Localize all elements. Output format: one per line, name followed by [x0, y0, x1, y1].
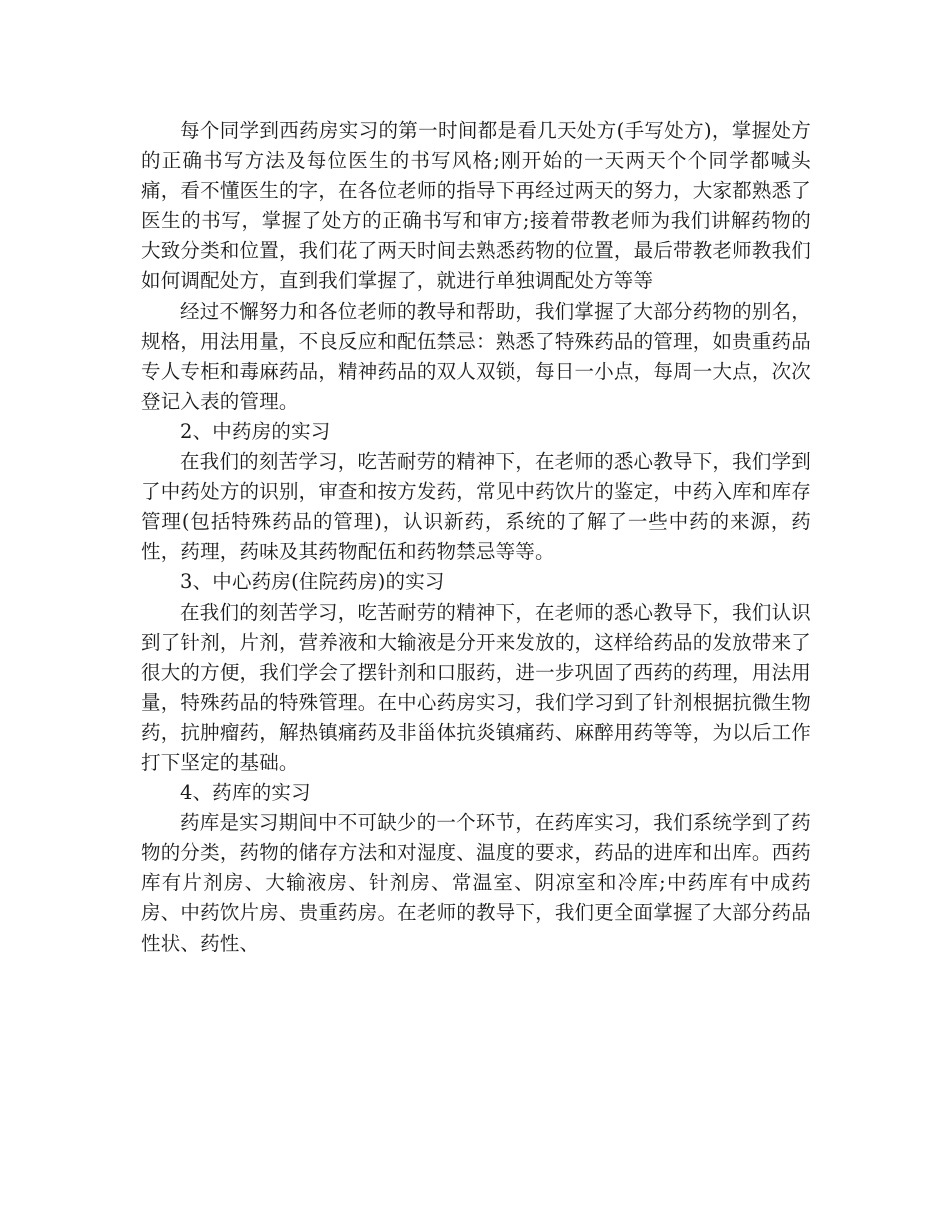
section-heading-central-pharmacy: 3、中心药房(住院药房)的实习: [180, 570, 445, 594]
paragraph-western-pharmacy-management: 经过不懈努力和各位老师的教导和帮助，我们掌握了大部分药物的别名，规格，用法用量，不良反应和配伍禁忌：熟悉了特殊药品的管理，如贵重药品专人专柜和毒麻药品，精神药品的双人双锁，每日一小点，每周一大点，次次登记入表的管理。: [141, 299, 811, 413]
section-heading-drug-warehouse: 4、药库的实习: [180, 781, 311, 805]
paragraph-tcm-pharmacy: 在我们的刻苦学习，吃苦耐劳的精神下，在老师的悉心教导下，我们学到了中药处方的识别，审查和按方发药，常见中药饮片的鉴定，中药入库和库存管理(包括特殊药品的管理)，认识新药，系统的了解了一些中药的来源，药性，药理，药味及其药物配伍和药物禁忌等等。: [141, 450, 811, 564]
section-heading-tcm-pharmacy: 2、中药房的实习: [180, 419, 331, 443]
paragraph-central-pharmacy: 在我们的刻苦学习，吃苦耐劳的精神下，在老师的悉心教导下，我们认识到了针剂，片剂，营养液和大输液是分开来发放的，这样给药品的发放带来了很大的方便，我们学会了摆针剂和口服药，进一步巩固了西药的药理，用法用量，特殊药品的特殊管理。在中心药房实习，我们学习到了针剂根据抗微生物药，抗肿瘤药，解热镇痛药及非甾体抗炎镇痛药、麻醉用药等等，为以后工作打下坚定的基础。: [141, 600, 811, 774]
paragraph-western-pharmacy-prescriptions: 每个同学到西药房实习的第一时间都是看几天处方(手写处方)，掌握处方的正确书写方法及每位医生的书写风格;刚开始的一天两天个个同学都喊头痛，看不懂医生的字，在各位老师的指导下再经过两天的努力，大家都熟悉了医生的书写，掌握了处方的正确书写和审方;接着带教老师为我们讲解药物的大致分类和位置，我们花了两天时间去熟悉药物的位置，最后带教老师教我们如何调配处方，直到我们掌握了，就进行单独调配处方等等: [141, 119, 811, 293]
document-body: [141, 116, 811, 959]
paragraph-drug-warehouse: 药库是实习期间中不可缺少的一个环节，在药库实习，我们系统学到了药物的分类，药物的储存方法和对湿度、温度的要求，药品的进库和出库。西药库有片剂房、大输液房、针剂房、常温室、阴凉室和冷库;中药库有中成药房、中药饮片房、贵重药房。在老师的教导下，我们更全面掌握了大部分药品性状、药性、: [141, 811, 811, 955]
